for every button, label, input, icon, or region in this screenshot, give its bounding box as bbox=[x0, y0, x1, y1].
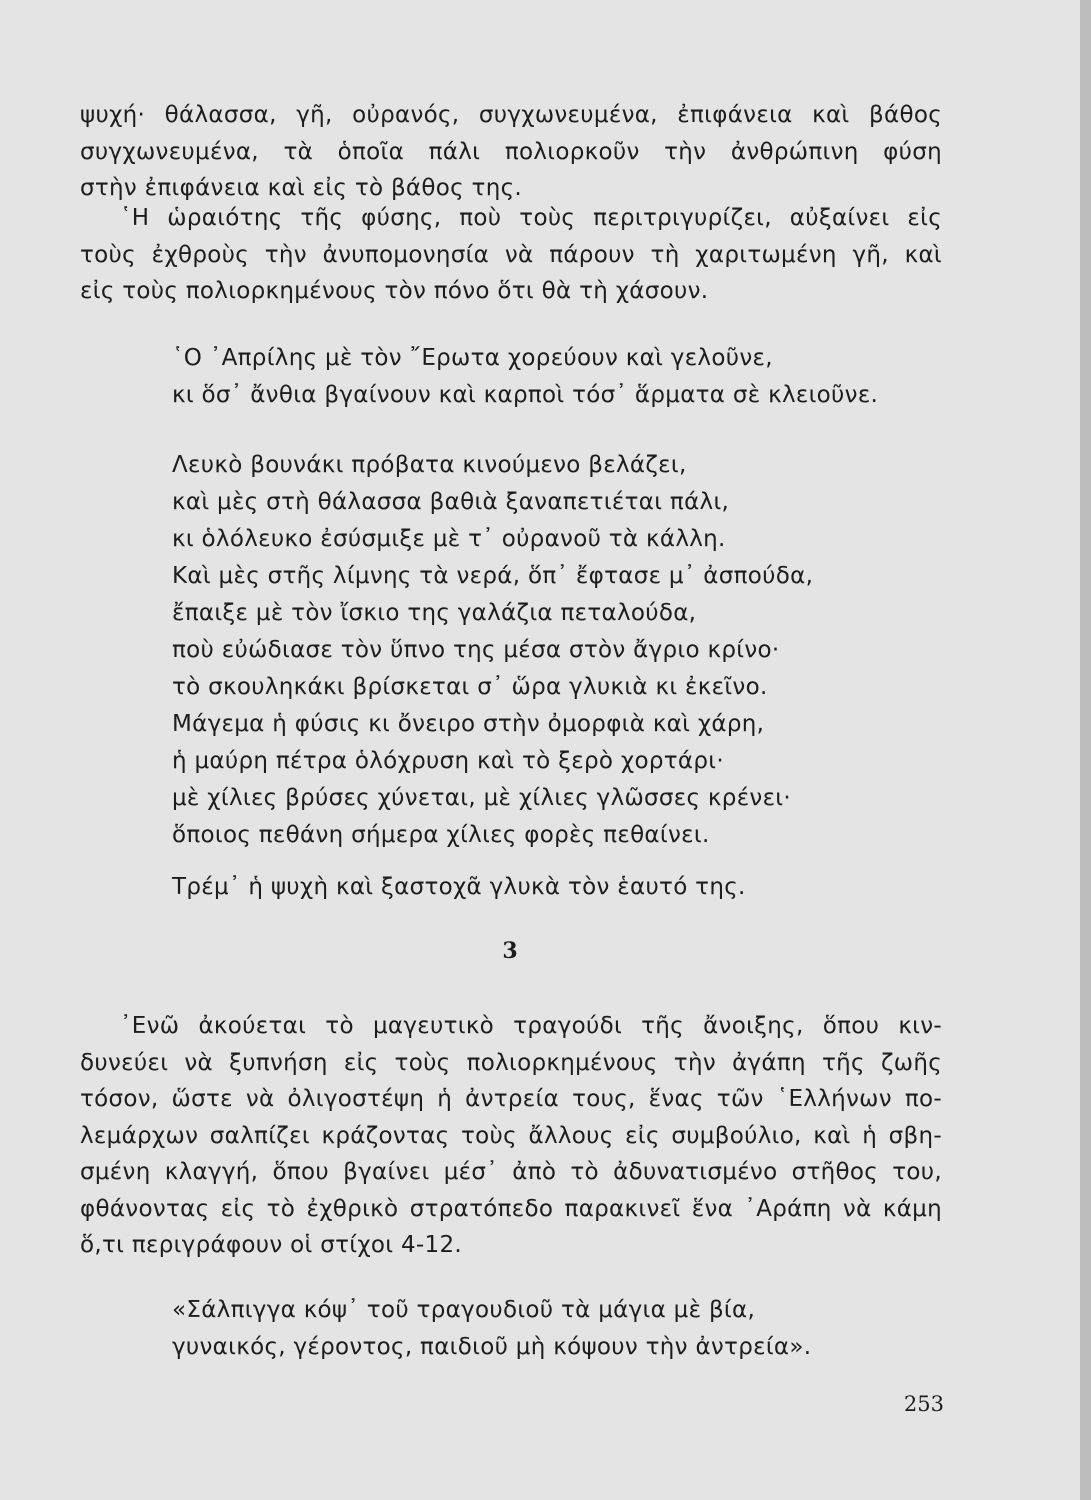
verse-line: Λευκὸ βουνάκι πρόβατα κινούμενο βελάζει, bbox=[172, 452, 687, 478]
section-number: 3 bbox=[502, 938, 518, 964]
paragraph-2 bbox=[80, 200, 942, 310]
text-line: συγχωνευμένα, τὰ ὁποῖα πάλι πολιορκοῦν τὴν ἀνθρώπινη φύση bbox=[80, 138, 942, 165]
text-line: ψυχή· θάλασσα, γῆ, οὐρανός, συγχωνευμένα, ἐπιφάνεια καὶ βάθος bbox=[80, 102, 942, 128]
text-line: τόσον, ὥστε νὰ ὀλιγοστέψη ἡ ἀντρεία τους, ἕνας τῶν ῾Ελλήνων πο- bbox=[80, 1086, 942, 1112]
verse-stanza-1 bbox=[172, 340, 952, 414]
text-line: σμένη κλαγγή, ὅπου βγαίνει μέσ᾿ ἀπὸ τὸ ἀδυνατισμένο στῆθος του, bbox=[80, 1159, 942, 1185]
paragraph-3 bbox=[80, 1008, 942, 1264]
text-line: τοὺς ἐχθροὺς τὴν ἀνυπομονησία νὰ πάρουν τὴ χαριτωμένη γῆ, καὶ bbox=[80, 241, 942, 268]
page-number: 253 bbox=[903, 1392, 944, 1416]
verse-line: ποὺ εὐώδιασε τὸν ὕπνο της μέσα στὸν ἄγριο κρίνο· bbox=[172, 637, 780, 663]
verse-line: μὲ χίλιες βρύσες χύνεται, μὲ χίλιες γλῶσσες κρένει· bbox=[172, 785, 791, 811]
verse-line: καὶ μὲς στὴ θάλασσα βαθιὰ ξαναπετιέται πάλι, bbox=[172, 489, 730, 515]
verse-line: «Σάλπιγγα κόψ᾿ τοῦ τραγουδιοῦ τὰ μάγια μὲ βία, bbox=[172, 1297, 756, 1323]
verse-line: ὅποιος πεθάνη σήμερα χίλιες φορὲς πεθαίνει. bbox=[172, 822, 710, 848]
verse-line: ἡ μαύρη πέτρα ὁλόχρυση καὶ τὸ ξερὸ χορτάρι· bbox=[172, 748, 724, 774]
verse-quote bbox=[172, 1292, 922, 1366]
text-line: δυνεύει νὰ ξυπνήση εἰς τοὺς πολιορκημένους τὴν ἀγάπη τῆς ζωῆς bbox=[80, 1049, 942, 1076]
verse-line: κι ὅσ᾿ ἄνθια βγαίνουν καὶ καρποὶ τόσ᾿ ἅρματα σὲ κλειοῦνε. bbox=[172, 382, 879, 408]
text-line: στὴν ἐπιφάνεια καὶ εἰς τὸ βάθος της. bbox=[80, 175, 522, 201]
verse-line: ἔπαιξε μὲ τὸν ἴσκιο της γαλάζια πεταλούδα, bbox=[172, 600, 697, 626]
paragraph-1 bbox=[80, 97, 942, 207]
text-line: ᾿Ενῶ ἀκούεται τὸ μαγευτικὸ τραγούδι τῆς ἄνοιξης, ὅπου κιν- bbox=[120, 1013, 942, 1039]
text-line: λεμάρχων σαλπίζει κράζοντας τοὺς ἄλλους εἰς συμβούλιο, καὶ ἡ σβη- bbox=[80, 1122, 942, 1149]
verse-line: γυναικός, γέροντος, παιδιοῦ μὴ κόψουν τὴν ἀντρεία». bbox=[172, 1334, 812, 1360]
verse-line: Τρέμ᾿ ἡ ψυχὴ καὶ ξαστοχᾶ γλυκὰ τὸν ἑαυτό της. bbox=[172, 874, 746, 900]
page-edge bbox=[1080, 0, 1091, 1500]
text-line: φθάνοντας εἰς τὸ ἐχθρικὸ στρατόπεδο παρακινεῖ ἕνα ᾿Αράπη νὰ κάμη bbox=[80, 1195, 942, 1222]
verse-line: Καὶ μὲς στῆς λίμνης τὰ νερά, ὅπ᾿ ἔφτασε μ᾿ ἀσπούδα, bbox=[172, 563, 814, 589]
verse-line: Μάγεμα ἡ φύσις κι ὄνειρο στὴν ὀμορφιὰ καὶ χάρη, bbox=[172, 711, 765, 737]
text-line: εἰς τοὺς πολιορκημένους τὸν πόνο ὅτι θὰ τὴ χάσουν. bbox=[80, 278, 709, 304]
verse-stanza-3 bbox=[172, 869, 872, 906]
verse-line: ῾Ο ᾿Απρίλης μὲ τὸν ῎Ερωτα χορεύουν καὶ γελοῦνε, bbox=[172, 345, 773, 371]
verse-line: τὸ σκουληκάκι βρίσκεται σ᾿ ὥρα γλυκιὰ κι ἐκεῖνο. bbox=[172, 674, 768, 700]
verse-stanza-2 bbox=[172, 447, 872, 854]
verse-line: κι ὁλόλευκο ἐσύσμιξε μὲ τ᾿ οὐρανοῦ τὰ κάλλη. bbox=[172, 526, 726, 552]
text-line: ῾Η ὡραιότης τῆς φύσης, ποὺ τοὺς περιτριγυρίζει, αὐξαίνει εἰς bbox=[120, 205, 942, 231]
text-line: ὅ,τι περιγράφουν οἱ στίχοι 4-12. bbox=[80, 1232, 463, 1258]
